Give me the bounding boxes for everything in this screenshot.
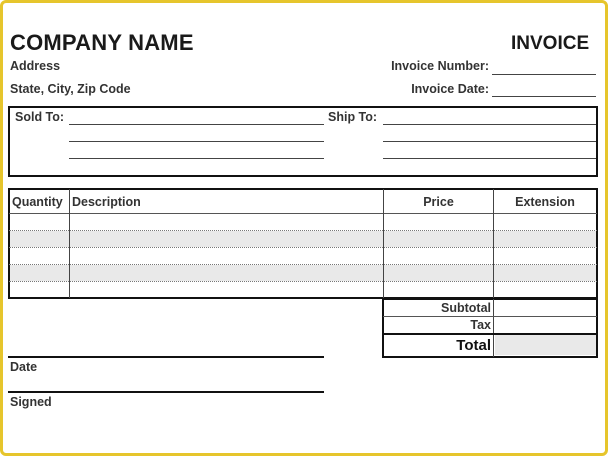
column-header-description: Description — [72, 195, 141, 209]
sold-to-line-2[interactable] — [69, 141, 324, 142]
invoice-date-label: Invoice Date: — [411, 82, 489, 96]
invoice-date-field[interactable] — [492, 96, 596, 97]
table-row[interactable] — [9, 264, 597, 265]
column-header-price: Price — [423, 195, 454, 209]
table-row[interactable] — [9, 230, 597, 231]
invoice-number-label: Invoice Number: — [391, 59, 489, 73]
sold-to-line-3[interactable] — [69, 158, 324, 159]
totals-divider — [383, 333, 597, 335]
total-label: Total — [456, 337, 491, 354]
ship-to-label: Ship To: — [328, 110, 378, 124]
subtotal-label: Subtotal — [441, 301, 491, 315]
ship-to-line-3[interactable] — [383, 158, 596, 159]
tax-label: Tax — [470, 318, 491, 332]
sold-to-line-1[interactable] — [69, 124, 324, 125]
sold-to-label: Sold To: — [15, 110, 65, 124]
address-label: Address — [10, 59, 61, 73]
date-label: Date — [10, 360, 38, 374]
column-divider — [69, 189, 70, 298]
signature-line[interactable] — [8, 391, 324, 393]
column-header-quantity: Quantity — [12, 195, 63, 209]
items-header-divider — [9, 213, 597, 214]
company-name: COMPANY NAME — [10, 30, 194, 55]
totals-divider — [383, 316, 597, 317]
document-title: INVOICE — [511, 33, 590, 54]
date-line[interactable] — [8, 356, 324, 358]
signed-label: Signed — [10, 395, 52, 409]
column-header-extension: Extension — [515, 195, 575, 209]
ship-to-line-1[interactable] — [383, 124, 596, 125]
table-row[interactable] — [9, 247, 597, 248]
ship-to-line-2[interactable] — [383, 141, 596, 142]
table-row[interactable] — [9, 281, 597, 282]
invoice-number-field[interactable] — [492, 74, 596, 75]
city-line-label: State, City, Zip Code — [10, 82, 131, 96]
totals-column-divider — [493, 299, 494, 357]
